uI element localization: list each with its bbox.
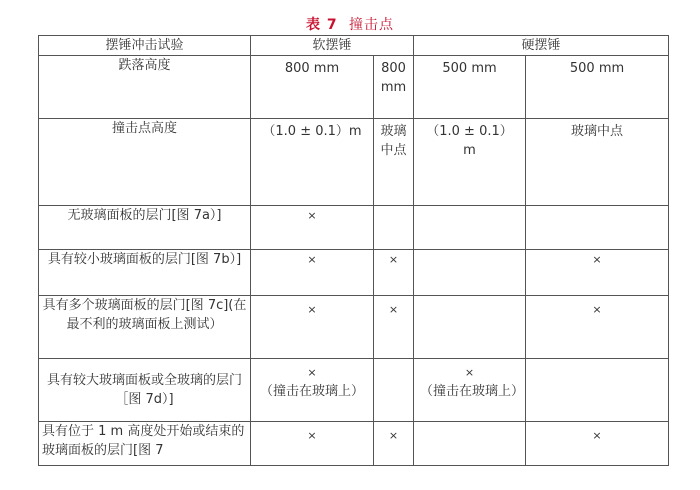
- cross-mark: ×: [307, 209, 317, 222]
- table-row: [39, 422, 669, 466]
- caption-title: 撞击点: [349, 17, 395, 33]
- fall-height-soft: 800 mm: [251, 56, 374, 119]
- empty-cell: [414, 296, 526, 359]
- impact-height-soft: （1.0 ± 0.1）m: [251, 119, 374, 206]
- table-row-fall-height: [39, 56, 669, 119]
- cross-mark: ×: [592, 253, 602, 266]
- mark-cell: [251, 359, 374, 422]
- row-label-1m-glass: 具有位于 1 m 高度处开始或结束的玻璃面板的层门[图 7: [39, 422, 251, 466]
- impact-height-hard: （1.0 ± 0.1）m: [414, 119, 526, 206]
- impact-height-hard-center: 玻璃中点: [526, 119, 669, 206]
- row-label-multiple-glass: 具有多个玻璃面板的层门[图 7c](在最不利的玻璃面板上测试）: [39, 296, 251, 359]
- table-row: [39, 359, 669, 422]
- cross-mark: ×: [464, 366, 475, 379]
- empty-cell: [526, 359, 669, 422]
- table-header-row: [39, 36, 669, 56]
- cross-mark: ×: [388, 429, 399, 442]
- cross-mark: ×: [388, 303, 399, 316]
- row-label-no-glass: 无玻璃面板的层门[图 7a）]: [39, 206, 251, 250]
- cross-mark: ×: [307, 429, 317, 442]
- mark-cell: [251, 422, 374, 466]
- fall-height-hard: 500 mm: [414, 56, 526, 119]
- impact-note: （撞击在玻璃上）: [420, 384, 525, 399]
- fall-height-soft-narrow: 800 mm: [374, 56, 414, 119]
- cross-mark: ×: [307, 303, 317, 316]
- mark-cell: [251, 206, 374, 250]
- table-row: [39, 296, 669, 359]
- mark-cell: [251, 250, 374, 296]
- cross-mark: ×: [592, 429, 602, 442]
- cross-mark: ×: [388, 253, 399, 266]
- header-pendulum-test: 摆锤冲击试验: [39, 36, 251, 56]
- empty-cell: [414, 206, 526, 250]
- header-soft-pendulum: 软摆锤: [251, 36, 414, 56]
- mark-cell: [374, 250, 414, 296]
- table-row: [39, 250, 669, 296]
- caption-number: 表 7: [305, 17, 338, 33]
- impact-note: （撞击在玻璃上）: [259, 384, 364, 399]
- table-row: [39, 206, 669, 250]
- impact-point-table: [38, 35, 669, 466]
- mark-cell: [526, 422, 669, 466]
- row-label-large-glass: 具有较大玻璃面板或全玻璃的层门［图 7d）]: [39, 359, 251, 422]
- table-caption: [0, 14, 700, 34]
- cross-mark: ×: [307, 366, 317, 379]
- mark-cell: [251, 296, 374, 359]
- cross-mark: ×: [592, 303, 602, 316]
- mark-cell: [526, 296, 669, 359]
- mark-cell: [414, 359, 526, 422]
- row-label-small-glass: 具有较小玻璃面板的层门[图 7b）]: [39, 250, 251, 296]
- mark-cell: [374, 422, 414, 466]
- impact-height-label: 撞击点高度: [39, 119, 251, 206]
- mark-cell: [526, 250, 669, 296]
- empty-cell: [374, 206, 414, 250]
- mark-cell: [374, 296, 414, 359]
- table-row-impact-height: [39, 119, 669, 206]
- impact-height-soft-narrow: 玻璃中点: [374, 119, 414, 206]
- empty-cell: [526, 206, 669, 250]
- header-hard-pendulum: 硬摆锤: [414, 36, 669, 56]
- cross-mark: ×: [307, 253, 317, 266]
- empty-cell: [374, 359, 414, 422]
- fall-height-label: 跌落高度: [39, 56, 251, 119]
- empty-cell: [414, 250, 526, 296]
- empty-cell: [414, 422, 526, 466]
- fall-height-hard-center: 500 mm: [526, 56, 669, 119]
